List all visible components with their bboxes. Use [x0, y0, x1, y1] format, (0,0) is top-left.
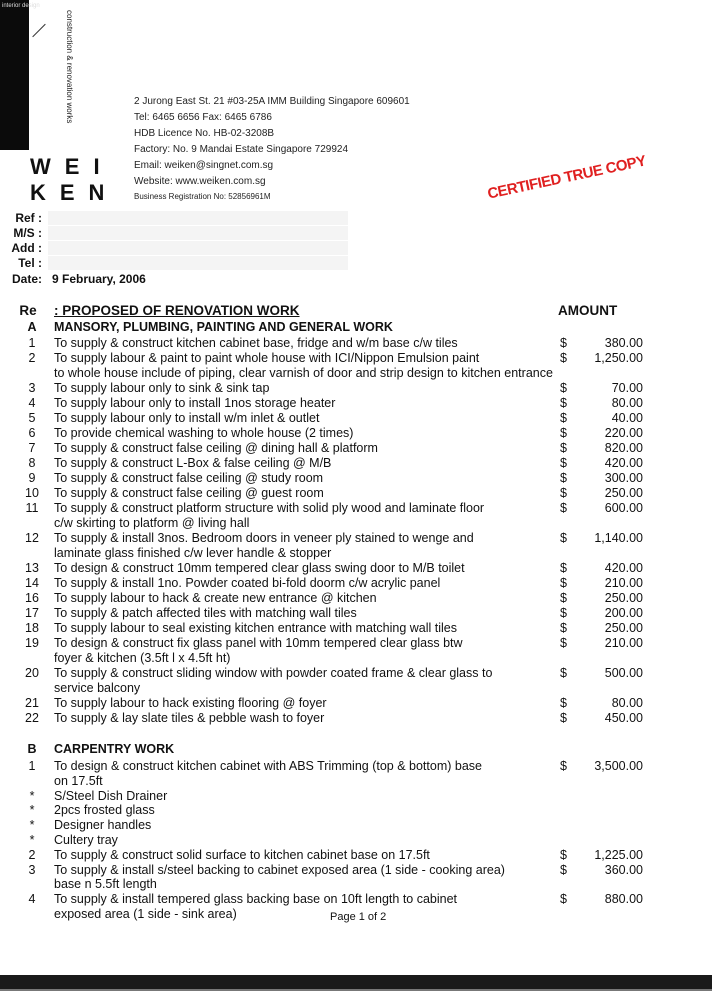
line-description: service balcony	[54, 681, 141, 695]
line-description: To supply labour only to install 1nos storage heater	[54, 396, 336, 410]
line-number: 4	[28, 396, 36, 410]
line-number: 14	[25, 576, 39, 590]
line-amount: 250.00	[604, 621, 643, 635]
company-registration: Business Registration No: 52856961M	[134, 192, 271, 201]
line-amount: 200.00	[604, 606, 643, 620]
section-b-title: CARPENTRY WORK	[54, 742, 175, 756]
line-currency: $	[560, 531, 567, 545]
line-number: 11	[25, 501, 39, 515]
line-currency: $	[560, 441, 567, 455]
line-description: foyer & kitchen (3.5ft l x 4.5ft ht)	[54, 651, 231, 665]
line-description: To supply & construct false ceiling @ study room	[54, 471, 324, 485]
logo-block	[0, 0, 29, 150]
line-amount: 1,140.00	[594, 531, 643, 545]
line-description: To provide chemical washing to whole house (2 times)	[54, 426, 354, 440]
line-currency: $	[560, 892, 567, 907]
ref-label: Ref :	[15, 211, 42, 225]
line-description: To supply & construct sliding window with powder coated frame & clear glass to	[54, 666, 493, 680]
line-number: 1	[28, 336, 36, 350]
brand-line-2: KEN	[30, 180, 119, 205]
line-number: 4	[28, 892, 36, 907]
document-title: : PROPOSED OF RENOVATION WORK	[54, 303, 300, 318]
line-description: To supply labour only to install w/m inlet & outlet	[54, 411, 320, 425]
line-currency: $	[560, 576, 567, 590]
line-currency: $	[560, 636, 567, 650]
line-currency: $	[560, 351, 567, 365]
line-description: to whole house include of piping, clear varnish of door and strip design to kitchen entrance	[54, 366, 553, 380]
line-currency: $	[560, 426, 567, 440]
company-factory: Factory: No. 9 Mandai Estate Singapore 729924	[134, 144, 349, 155]
add-label: Add :	[11, 241, 42, 255]
line-amount: 1,225.00	[594, 847, 643, 862]
line-number: *	[29, 788, 35, 803]
logo-tagline: interior design	[2, 3, 40, 9]
line-description: To supply & construct L-Box & false ceiling @ M/B	[54, 456, 332, 470]
line-description: To supply & install 3nos. Bedroom doors in veneer ply stained to wenge and	[54, 531, 474, 545]
line-amount: 820.00	[604, 441, 643, 455]
line-amount: 500.00	[604, 666, 643, 680]
line-amount: 450.00	[604, 711, 643, 725]
logo-vertical-text: construction & renovation works	[65, 10, 74, 124]
line-number: *	[29, 803, 35, 818]
line-description: To design & construct 10mm tempered clear glass swing door to M/B toilet	[54, 561, 465, 575]
line-description: To supply & install 1no. Powder coated bi-fold doorm c/w acrylic panel	[54, 576, 441, 590]
line-amount: 70.00	[611, 381, 643, 395]
line-number: *	[29, 833, 35, 847]
line-description: To supply labour to hack existing flooring @ foyer	[54, 696, 327, 710]
line-number: 16	[25, 591, 39, 605]
company-email: Email: weiken@singnet.com.sg	[134, 160, 274, 171]
line-description: To supply labour to hack & create new entrance @ kitchen	[54, 591, 377, 605]
logo-mark	[32, 24, 45, 37]
line-description: To supply & construct false ceiling @ dining hall & platform	[54, 441, 378, 455]
line-currency: $	[560, 381, 567, 395]
line-currency: $	[560, 666, 567, 680]
line-amount: 3,500.00	[594, 759, 643, 773]
line-description: To supply & install s/steel backing to cabinet exposed area (1 side - cooking area)	[54, 862, 505, 877]
line-number: 2	[28, 847, 36, 862]
line-number: 19	[25, 636, 39, 650]
line-currency: $	[560, 862, 567, 877]
line-number: 22	[25, 711, 39, 725]
line-currency: $	[560, 847, 567, 862]
line-description: Designer handles	[54, 818, 152, 833]
line-amount: 600.00	[604, 501, 643, 515]
line-description: To supply labour & paint to paint whole house with ICI/Nippon Emulsion paint	[54, 351, 480, 365]
line-number: 8	[28, 456, 36, 470]
line-currency: $	[560, 591, 567, 605]
line-number: 5	[28, 411, 36, 425]
tel-value-redacted	[48, 256, 348, 270]
line-number: 17	[25, 606, 39, 620]
tel-label: Tel :	[18, 256, 42, 270]
line-description: To design & construct fix glass panel with 10mm tempered clear glass btw	[54, 636, 463, 650]
line-description: To supply & construct solid surface to kitchen cabinet base on 17.5ft	[54, 847, 430, 862]
line-number: 3	[28, 381, 36, 395]
line-amount: 360.00	[604, 862, 643, 877]
ms-value-redacted	[48, 226, 348, 240]
section-a-letter: A	[27, 320, 37, 334]
line-number: 18	[25, 621, 39, 635]
company-licence: HDB Licence No. HB-02-3208B	[134, 128, 275, 139]
line-number: 13	[25, 561, 39, 575]
line-description: c/w skirting to platform @ living hall	[54, 516, 250, 530]
company-website: Website: www.weiken.com.sg	[134, 176, 266, 187]
line-description: 2pcs frosted glass	[54, 803, 155, 818]
line-description: To supply & install tempered glass backing base on 10ft length to cabinet	[54, 892, 458, 907]
date-value: 9 February, 2006	[52, 272, 146, 286]
line-description: To supply & construct platform structure with solid ply wood and laminate floor	[54, 501, 485, 515]
line-amount: 880.00	[604, 892, 643, 907]
line-number: 1	[28, 759, 36, 773]
line-amount: 1,250.00	[594, 351, 643, 365]
line-currency: $	[560, 606, 567, 620]
line-amount: 420.00	[604, 456, 643, 470]
line-amount: 80.00	[611, 696, 643, 710]
line-description: To supply & construct false ceiling @ guest room	[54, 486, 324, 500]
brand-line-1: WEI	[30, 154, 114, 179]
line-number: 3	[28, 862, 36, 877]
line-number: 9	[28, 471, 36, 485]
line-currency: $	[560, 456, 567, 470]
ref-value-redacted	[48, 211, 348, 225]
line-number: 6	[28, 426, 36, 440]
line-description: To supply & patch affected tiles with matching wall tiles	[54, 606, 357, 620]
line-description: To supply labour only to sink & sink tap	[54, 381, 270, 395]
line-description: S/Steel Dish Drainer	[54, 788, 168, 803]
bottom-scan-edge-2	[0, 989, 712, 991]
line-description: Cultery tray	[54, 833, 118, 847]
line-number: 12	[25, 531, 39, 545]
line-description: To supply & lay slate tiles & pebble wash to foyer	[54, 711, 325, 725]
line-amount: 80.00	[611, 396, 643, 410]
line-amount: 300.00	[604, 471, 643, 485]
line-amount: 210.00	[604, 636, 643, 650]
company-phone: Tel: 6465 6656 Fax: 6465 6786	[134, 112, 272, 123]
line-currency: $	[560, 561, 567, 575]
line-amount: 380.00	[604, 336, 643, 350]
date-label: Date:	[11, 272, 42, 286]
line-currency: $	[560, 696, 567, 710]
line-number: 21	[25, 696, 39, 710]
line-amount: 250.00	[604, 486, 643, 500]
line-currency: $	[560, 621, 567, 635]
line-currency: $	[560, 471, 567, 485]
amount-header: AMOUNT	[558, 303, 618, 318]
re-label: Re	[19, 303, 37, 318]
line-amount: 40.00	[611, 411, 643, 425]
line-currency: $	[560, 411, 567, 425]
company-address: 2 Jurong East St. 21 #03-25A IMM Building Singapore 609601	[134, 96, 410, 107]
line-number: 20	[25, 666, 39, 680]
line-currency: $	[560, 501, 567, 515]
line-currency: $	[560, 486, 567, 500]
line-amount: 250.00	[604, 591, 643, 605]
line-description: on 17.5ft	[54, 773, 103, 788]
line-description: To supply labour to seal existing kitchen entrance with matching wall tiles	[54, 621, 457, 635]
line-currency: $	[560, 759, 567, 773]
line-number: *	[29, 818, 35, 833]
certified-stamp: CERTIFIED TRUE COPY	[486, 152, 648, 203]
line-currency: $	[560, 396, 567, 410]
line-number: 10	[25, 486, 39, 500]
line-description: base n 5.5ft length	[54, 877, 157, 892]
add-value-redacted	[48, 241, 348, 255]
line-amount: 210.00	[604, 576, 643, 590]
page-number: Page 1 of 2	[330, 911, 387, 923]
line-amount: 220.00	[604, 426, 643, 440]
line-description: laminate glass finished c/w lever handle & stopper	[54, 546, 332, 560]
section-a-title: MANSORY, PLUMBING, PAINTING AND GENERAL WORK	[54, 320, 393, 334]
line-currency: $	[560, 711, 567, 725]
line-number: 7	[28, 441, 36, 455]
line-description: exposed area (1 side - sink area)	[54, 907, 237, 921]
line-description: To design & construct kitchen cabinet with ABS Trimming (top & bottom) base	[54, 759, 482, 773]
ms-label: M/S :	[13, 226, 42, 240]
section-b-letter: B	[27, 742, 37, 756]
line-currency: $	[560, 336, 567, 350]
line-amount: 420.00	[604, 561, 643, 575]
line-description: To supply & construct kitchen cabinet base, fridge and w/m base c/w tiles	[54, 336, 458, 350]
line-number: 2	[28, 351, 36, 365]
bottom-scan-edge	[0, 975, 712, 989]
